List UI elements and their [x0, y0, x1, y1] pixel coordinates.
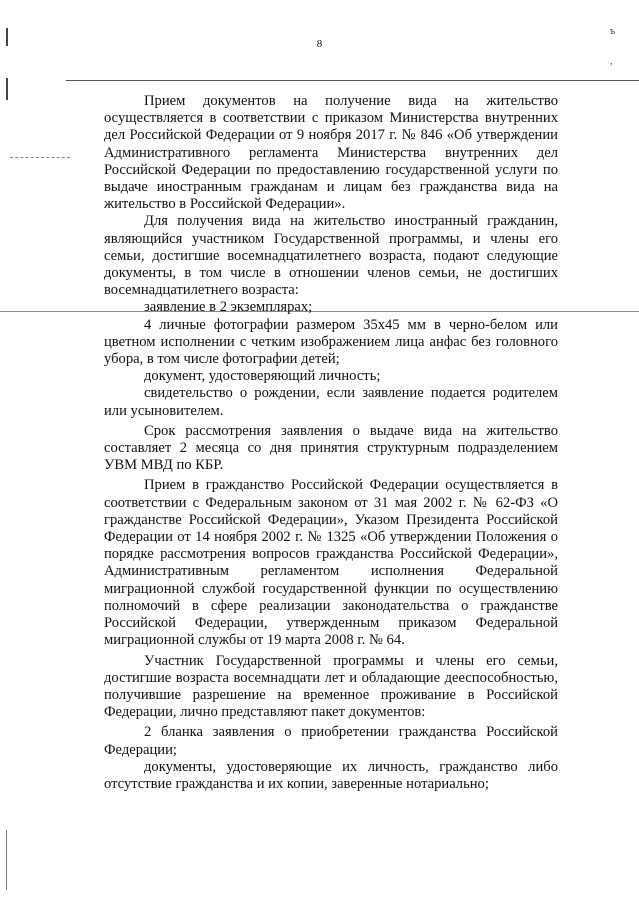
list-item-identity-copies: документы, удостоверяющие их личность, гражданство либо отсутствие гражданства и их копии, заверенные нотариально;: [104, 758, 558, 792]
document-body: [104, 93, 558, 793]
left-edge-mark-upper: [6, 78, 8, 100]
paragraph-residence-permit-order: Прием документов на получение вида на жительство осуществляется в соответствии с приказом Министерства внутренних дел Российской Федерации от 9 ноября 2017 г. № 846 «Об утверждении Административного регламента Министерства внутренних дел Российской Федерации по предоставлению государственной услуги по выдаче иностранным гражданам и лицам без гражданства вида на жительство в Российской Федерации».: [104, 93, 558, 213]
header-rule: [66, 80, 639, 81]
left-dash-mark: [10, 157, 70, 159]
list-item-application: заявление в 2 экземплярах;: [144, 299, 313, 316]
list-item-identity-document: документ, удостоверяющий личность;: [144, 368, 381, 385]
list-item-citizenship-forms: 2 бланка заявления о приобретении гражданства Российской Федерации;: [104, 724, 558, 758]
corner-mark-top: ъ: [609, 26, 615, 37]
left-edge-mark-bottom: [6, 830, 7, 890]
list-item-photos: 4 личные фотографии размером 35х45 мм в черно-белом или цветном исполнении с четким изображением лица анфас без головного убора, в том числе фотографии детей;: [104, 316, 558, 368]
left-edge-mark-top: [6, 28, 8, 46]
paragraph-residence-permit-documents: Для получения вида на жительство иностранный гражданин, являющийся участником Государственной программы, и члены его семьи, достигшие восемнадцатилетнего возраста, подают следующие документы, в том числе в отношении членов семьи, не достигших восемнадцатилетнего возраста:: [104, 213, 558, 299]
page-number: 8: [316, 38, 323, 50]
list-item-birth-certificate: свидетельство о рождении, если заявление подается родителем или усыновителем.: [104, 385, 558, 419]
paragraph-citizenship-law: Прием в гражданство Российской Федерации осуществляется в соответствии с Федеральным законом от 31 мая 2002 г. № 62-ФЗ «О гражданстве Российской Федерации», Указом Президента Российской Федерации от 14 ноября 2002 г. № 1325 «Об утверждении Положения о порядке рассмотрения вопросов гражданства Российской Федерации», Административным регламентом исполнения Федеральной миграционной службой государственной функции по осуществлению полномочий в сфере реализации законодательства о гражданстве Российской Федерации, утвержденным приказом Федеральной миграционной службы от 19 марта 2008 г. № 64.: [104, 477, 558, 649]
corner-mark-lower: ʼ: [609, 62, 613, 73]
paragraph-citizenship-participants: Участник Государственной программы и члены его семьи, достигшие возраста восемнадцати лет и обладающие дееспособностью, получившие разрешение на временное проживание в Российской Федерации, лично представляют пакет документов:: [104, 652, 558, 721]
paragraph-review-period: Срок рассмотрения заявления о выдаче вида на жительство составляет 2 месяца со дня принятия структурным подразделением УВМ МВД по КБР.: [104, 422, 558, 474]
